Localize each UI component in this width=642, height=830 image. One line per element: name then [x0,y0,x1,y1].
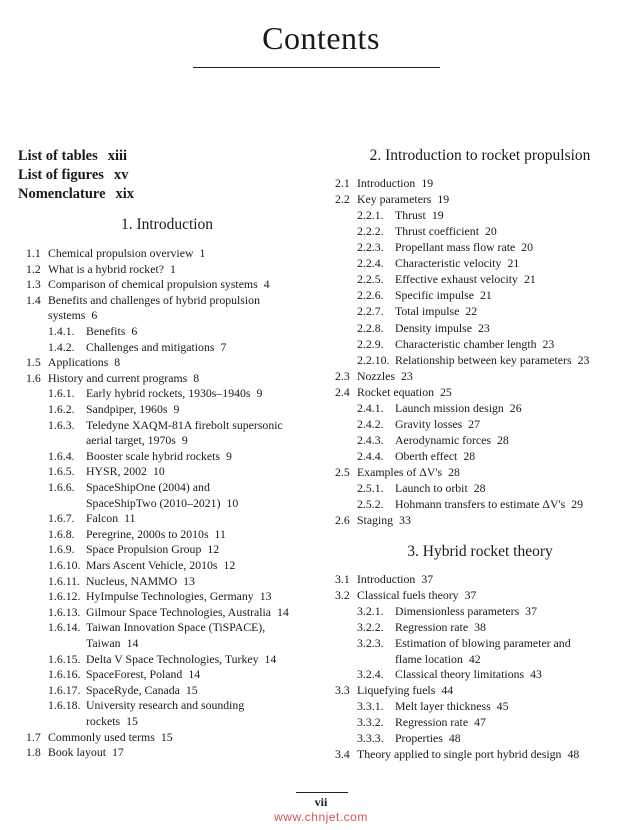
toc-entry[interactable] [48,589,271,604]
toc-entry-title: Nucleus, NAMMO [86,573,178,588]
toc-entry-title: Regression rate [395,715,469,730]
toc-entry-number: 2.2.9. [357,336,384,351]
toc-entry[interactable] [48,620,265,635]
toc-entry-number: 3.3 [335,683,350,698]
toc-entry-page: 28 [496,432,509,447]
toc-entry-page: 14 [264,651,277,666]
toc-entry-page: 9 [256,386,263,401]
toc-entry-number: 1.1 [26,246,41,260]
toc-entry-title: Rocket equation [357,384,434,399]
toc-entry[interactable] [357,240,533,255]
toc-entry[interactable] [357,417,480,432]
toc-entry-number: 1.5 [26,355,41,370]
toc-entry[interactable] [357,620,486,635]
toc-entry[interactable] [357,353,589,368]
toc-entry-page: 1 [169,261,176,276]
toc-entry[interactable] [48,683,198,698]
toc-entry[interactable] [357,604,537,619]
toc-entry-title: History and current programs [48,370,188,385]
toc-entry-number: 1.6.12. [48,589,81,604]
front-matter-page: xix [115,186,135,202]
toc-entry-title: Taiwan Innovation Space (TiSPACE), [86,620,266,635]
toc-entry[interactable] [26,293,260,308]
toc-entry-page: 21 [523,272,536,287]
toc-entry-page: 37 [464,587,477,602]
toc-entry[interactable] [357,497,583,512]
toc-entry[interactable] [48,527,226,542]
toc-entry-number: 3.3.3. [357,731,384,745]
toc-entry-title: Commonly used terms [48,729,155,744]
toc-entry-title: Launch to orbit [395,481,468,496]
toc-entry-number: 2.2.10. [357,352,390,367]
toc-entry-number: 2.4.4. [357,449,384,464]
toc-entry[interactable] [335,588,476,603]
toc-entry[interactable] [48,652,276,667]
chapter-heading[interactable]: 3. Hybrid rocket theory [407,543,553,560]
toc-entry-number: 2.5.1. [357,481,384,496]
toc-entry-page: 11 [214,526,226,541]
toc-entry-page: 48 [567,746,580,761]
toc-entry-page: 27 [468,416,480,431]
toc-entry-number: 1.2 [26,261,41,276]
toc-entry-title: Falcon [86,511,119,526]
toc-entry[interactable] [48,605,289,620]
toc-entry-number: 1.6.4. [48,448,75,463]
toc-entry-page: 11 [124,511,136,526]
toc-entry-title: Characteristic velocity [395,256,502,271]
toc-entry-title: Hohmann transfers to estimate ΔV's [395,497,566,512]
toc-entry-title: Book layout [48,745,106,760]
toc-entry-title: Mars Ascent Vehicle, 2010s [86,558,218,572]
toc-entry-page: 47 [474,715,486,730]
toc-entry[interactable] [357,636,571,651]
toc-entry-page: 12 [223,558,236,572]
toc-entry-title: Liquefying fuels [357,683,436,698]
toc-entry[interactable] [357,667,542,682]
toc-entry[interactable] [357,256,519,271]
toc-entry[interactable] [357,321,490,336]
toc-entry-number: 2.5.2. [357,497,384,512]
toc-entry-number: 2.4.1. [357,400,384,415]
toc-entry-page: 6 [91,308,98,323]
toc-entry[interactable] [357,731,461,746]
toc-entry[interactable] [48,418,283,433]
toc-entry-page: 13 [259,589,272,604]
toc-entry-page: 21 [507,256,520,271]
toc-entry-page: 1 [199,246,206,260]
toc-entry-page: 12 [207,542,220,557]
toc-entry-title: Challenges and mitigations [86,339,215,354]
toc-entry[interactable] [357,272,536,287]
title-rule [193,67,440,68]
toc-entry-title: Classical theory limitations [395,667,525,682]
toc-entry-number: 2.4.2. [357,416,384,431]
toc-entry-page: 15 [160,729,173,744]
toc-entry[interactable] [48,574,195,589]
toc-entry-title: Regression rate [395,619,469,634]
toc-entry-number: 2.2.5. [357,272,384,287]
toc-entry[interactable] [335,513,411,528]
toc-entry-title: Introduction [357,176,416,190]
toc-entry-number: 3.2.2. [357,619,384,634]
toc-entry-number: 3.3.1. [357,699,384,714]
toc-entry-title: Dimensionless parameters [395,603,520,618]
toc-entry[interactable] [357,433,509,448]
toc-entry-title: Theory applied to single port hybrid design [357,746,562,761]
toc-entry-title: HyImpulse Technologies, Germany [86,589,254,604]
toc-entry-number: 1.6.15. [48,651,81,666]
toc-entry-number: 1.6.6. [48,480,75,494]
toc-entry-number: 2.3 [335,368,350,383]
toc-entry-page: 28 [463,449,476,464]
toc-entry-number: 2.4 [335,384,350,399]
toc-entry-page: 4 [263,277,270,292]
toc-entry[interactable] [86,714,138,729]
toc-entry-number: 1.6.16. [48,667,81,682]
toc-entry-number: 1.6.5. [48,464,75,479]
toc-entry-title: Peregrine, 2000s to 2010s [86,526,209,541]
toc-entry[interactable] [357,288,492,303]
toc-entry-title: Introduction [357,572,416,586]
toc-entry[interactable] [48,558,235,573]
toc-entry-title: Benefits and challenges of hybrid propulsion [48,292,260,307]
toc-entry-number: 2.2.6. [357,288,384,303]
toc-entry-number: 1.7 [26,729,41,744]
toc-entry-number: 2.1 [335,176,350,190]
toc-entry-title: systems [48,308,86,323]
toc-entry-title: Booster scale hybrid rockets [86,448,220,463]
toc-entry-page: 48 [448,731,461,745]
toc-entry-page: 10 [152,464,165,479]
toc-entry-page: 8 [114,355,121,370]
toc-entry-title: HYSR, 2002 [86,464,147,479]
toc-entry-page: 25 [440,384,452,399]
toc-entry[interactable] [48,698,244,713]
toc-entry-page: 37 [421,572,434,586]
toc-entry-page: 9 [181,433,188,448]
toc-entry-page: 7 [220,339,227,354]
toc-entry-title: Space Propulsion Group [86,542,202,557]
toc-entry-page: 26 [509,400,522,415]
toc-entry[interactable] [48,402,179,417]
toc-entry-number: 1.6.13. [48,604,81,619]
toc-entry-title: Nozzles [357,368,395,383]
toc-entry[interactable] [335,176,433,191]
toc-entry-number: 3.2.3. [357,635,384,650]
toc-entry-number: 1.4 [26,292,41,307]
toc-entry-title: SpaceShipTwo (2010–2021) [86,495,221,510]
toc-entry[interactable] [26,371,199,386]
toc-entry-title: flame location [395,651,463,666]
toc-entry-page: 14 [188,667,201,682]
toc-entry-number: 1.6.9. [48,542,75,557]
toc-entry-title: University research and sounding [86,698,245,713]
toc-entry-number: 1.4.1. [48,324,75,338]
toc-entry-number: 1.6.11. [48,573,81,588]
toc-entry-page: 38 [474,619,486,634]
toc-entry-title: Applications [48,355,109,370]
toc-entry-number: 1.6.18. [48,698,81,713]
toc-entry-title: Key parameters [357,192,432,207]
toc-entry[interactable] [26,246,205,261]
toc-entry-title: Thrust [395,208,426,223]
toc-entry[interactable] [48,542,219,557]
front-matter-entry[interactable] [18,147,127,166]
toc-entry[interactable] [335,683,453,698]
toc-entry-page: 9 [173,402,180,416]
front-matter-entry[interactable] [18,166,128,185]
toc-entry-title: Specific impulse [395,288,474,303]
chapter-heading[interactable]: 1. Introduction [120,216,214,233]
toc-entry-page: 21 [479,288,492,303]
toc-entry-title: Melt layer thickness [395,699,491,714]
toc-entry-page: 43 [530,667,542,682]
toc-entry-number: 2.2.4. [357,256,384,271]
toc-entry[interactable] [86,496,238,511]
toc-entry-page: 23 [478,320,490,335]
toc-entry[interactable] [26,262,176,277]
toc-entry-title: Aerodynamic forces [395,432,491,447]
toc-entry[interactable] [48,480,210,495]
toc-entry[interactable] [48,308,97,323]
toc-entry-title: Comparison of chemical propulsion systems [48,277,258,292]
toc-entry-number: 2.2 [335,192,350,207]
toc-entry-title: Properties [395,731,443,745]
toc-entry-number: 1.6.17. [48,682,81,697]
toc-entry-page: 42 [468,651,481,666]
toc-entry-number: 1.8 [26,745,41,760]
toc-entry-title: Gravity losses [395,416,463,431]
toc-entry[interactable] [48,511,135,526]
toc-entry-number: 3.2.1. [357,603,384,618]
toc-entry-page: 44 [441,683,454,698]
toc-entry-number: 1.6.7. [48,511,75,526]
toc-entry[interactable] [357,208,444,223]
toc-entry-page: 19 [421,176,434,190]
toc-entry-page: 45 [496,699,509,714]
toc-entry-page: 20 [484,224,497,239]
toc-entry-title: Delta V Space Technologies, Turkey [86,651,259,666]
toc-entry-title: What is a hybrid rocket? [48,261,164,276]
toc-entry[interactable] [48,464,165,479]
toc-entry-page: 19 [431,208,444,223]
toc-entry[interactable] [335,369,413,384]
toc-entry-page: 15 [185,682,198,697]
toc-entry-page: 13 [183,573,195,588]
toc-entry-title: Teledyne XAQM-81A firebolt supersonic [86,417,283,432]
toc-entry-title: rockets [86,714,121,728]
folio-rule [296,792,348,793]
toc-entry[interactable] [26,730,173,745]
toc-entry[interactable] [48,324,137,339]
front-matter-entry[interactable] [18,185,134,204]
toc-entry-title: Examples of ΔV's [357,465,443,480]
toc-entry-page: 14 [277,604,289,619]
toc-entry-page: 28 [473,481,486,496]
toc-entry[interactable] [48,667,200,682]
toc-entry-number: 2.4.3. [357,432,384,447]
toc-entry-page: 23 [401,368,413,383]
toc-entry-title: Total impulse [395,304,460,319]
front-matter-label: Nomenclature [18,186,106,202]
toc-entry-number: 2.2.8. [357,320,384,335]
toc-entry-number: 1.6 [26,370,41,385]
toc-entry[interactable] [357,304,477,319]
toc-entry-page: 22 [465,304,478,319]
toc-entry-title: Classical fuels theory [357,587,459,602]
toc-entry[interactable] [86,433,188,448]
toc-entry-number: 2.2.1. [357,208,384,223]
toc-entry[interactable] [357,699,508,714]
toc-entry-title: SpaceShipOne (2004) and [86,480,210,494]
toc-entry-page: 23 [542,336,555,351]
toc-entry[interactable] [335,385,452,400]
toc-entry-number: 1.6.8. [48,526,75,541]
toc-entry-page: 29 [571,497,584,512]
toc-entry-number: 3.1 [335,572,350,586]
toc-entry-number: 1.6.14. [48,620,81,635]
toc-entry-title: Density impulse [395,320,473,335]
toc-entry-title: aerial target, 1970s [86,433,176,448]
toc-entry-number: 3.2.4. [357,667,384,682]
toc-entry[interactable] [395,652,481,667]
toc-entry-number: 1.4.2. [48,339,75,354]
toc-entry-title: Characteristic chamber length [395,336,537,351]
toc-entry-title: Thrust coefficient [395,224,479,239]
toc-entry-number: 2.2.2. [357,224,384,239]
toc-entry[interactable] [26,355,120,370]
toc-entry[interactable] [335,192,449,207]
page-folio: vii [314,795,328,809]
toc-entry-title: Propellant mass flow rate [395,240,516,255]
toc-entry-title: Launch mission design [395,400,504,415]
toc-entry-number: 2.5 [335,465,350,480]
toc-entry[interactable] [335,465,460,480]
toc-entry[interactable] [48,340,226,355]
toc-entry-title: Sandpiper, 1960s [86,402,168,416]
toc-entry[interactable] [26,277,270,292]
toc-entry[interactable] [335,747,579,762]
front-matter-label: List of tables [18,148,98,164]
toc-entry-number: 2.2.3. [357,240,384,255]
toc-entry[interactable] [357,401,522,416]
toc-entry-title: Early hybrid rockets, 1930s–1940s [86,386,251,401]
toc-entry[interactable] [48,449,232,464]
toc-entry[interactable] [357,715,486,730]
toc-entry-number: 1.6.10. [48,558,81,572]
toc-entry[interactable] [357,449,475,464]
toc-entry-page: 20 [521,240,534,255]
toc-entry-title: Benefits [86,324,126,338]
toc-entry-page: 33 [399,513,411,528]
toc-entry[interactable] [357,481,486,496]
toc-entry-page: 28 [448,465,460,480]
toc-entry-page: 15 [126,714,138,728]
toc-entry-number: 1.6.2. [48,402,75,416]
front-matter-page: xiii [107,148,128,164]
toc-entry[interactable] [357,337,554,352]
toc-entry[interactable] [86,636,138,651]
front-matter-page: xv [113,167,129,183]
toc-entry-page: 10 [226,495,239,510]
toc-entry-number: 2.2.7. [357,304,384,319]
toc-entry-number: 1.3 [26,277,41,292]
toc-entry-page: 9 [226,448,232,463]
toc-entry-page: 8 [193,370,200,385]
toc-entry-page: 37 [525,603,537,618]
toc-entry-number: 3.3.2. [357,715,384,730]
toc-entry-number: 1.6.3. [48,417,75,432]
chapter-heading[interactable]: 2. Introduction to rocket propulsion [369,147,591,164]
toc-entry-title: SpaceRyde, Canada [86,682,180,697]
toc-entry-title: Gilmour Space Technologies, Australia [86,604,272,619]
toc-entry-number: 3.2 [335,587,350,602]
toc-entry-page: 19 [437,192,450,207]
toc-entry[interactable] [335,572,433,587]
toc-entry[interactable] [357,224,497,239]
toc-entry-number: 3.4 [335,746,350,761]
toc-entry-number: 1.6.1. [48,386,75,401]
toc-entry-title: Taiwan [86,636,121,650]
toc-entry-page: 14 [126,636,139,650]
toc-entry-title: Effective exhaust velocity [395,272,518,287]
front-matter-label: List of figures [18,167,104,183]
page-title: Contents [262,20,380,56]
toc-entry-title: Staging [357,513,394,528]
watermark: www.chnjet.com [274,810,368,824]
toc-entry-title: Relationship between key parameters [395,352,572,367]
toc-entry-title: Estimation of blowing parameter and [395,635,571,650]
toc-entry-title: SpaceForest, Poland [86,667,183,682]
toc-entry[interactable] [26,745,124,760]
toc-entry-title: Oberth effect [395,449,458,464]
toc-entry-page: 17 [112,745,124,760]
toc-entry[interactable] [48,386,262,401]
toc-entry-page: 23 [577,352,590,367]
toc-entry-page: 6 [131,324,138,338]
toc-entry-title: Chemical propulsion overview [48,246,194,260]
toc-entry-number: 2.6 [335,513,350,528]
